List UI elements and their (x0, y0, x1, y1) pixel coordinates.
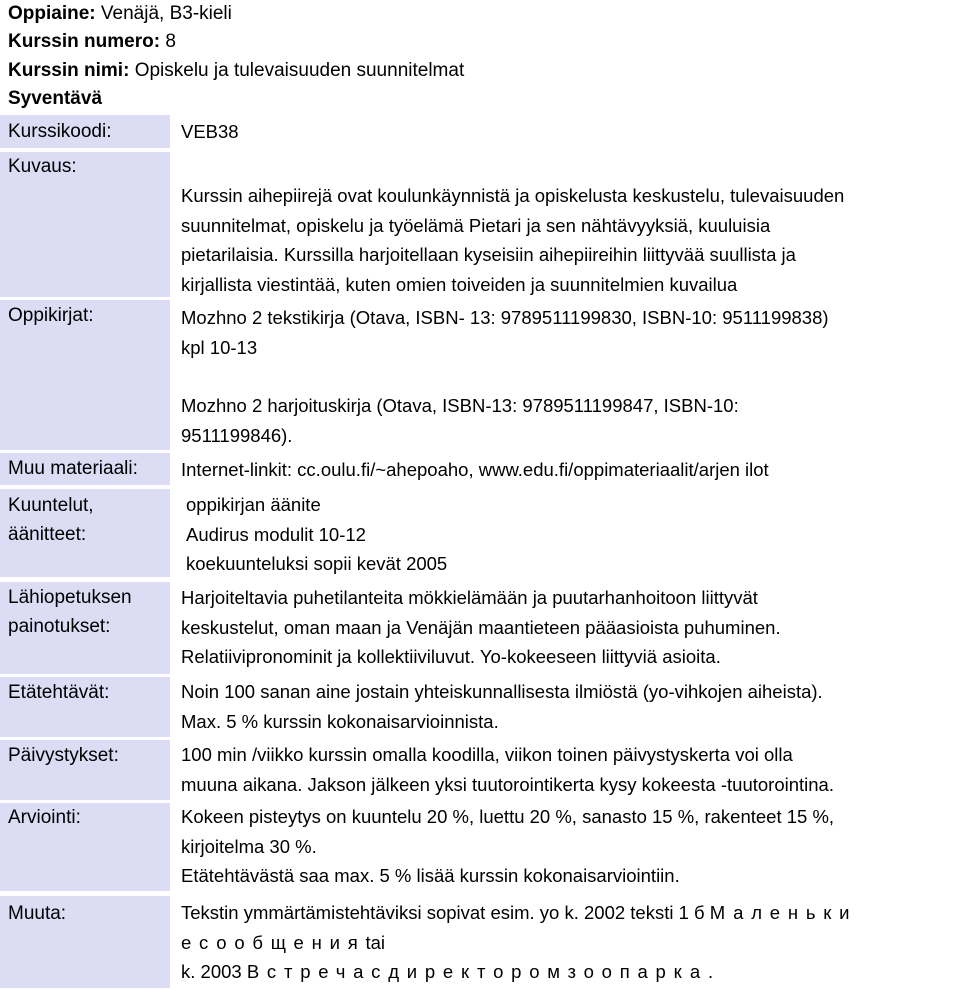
description-label: Kuvaus: (0, 152, 170, 297)
description-line: Kurssin aihepiirejä ovat koulunkäynnistä ja opiskelusta keskustelu, tulevaisuuden (181, 185, 845, 206)
duty-label: Päivystykset: (0, 740, 170, 800)
other-label: Muuta: (0, 896, 170, 988)
remote-label: Etätehtävät: (0, 677, 170, 737)
level-label: Syventävä (8, 88, 103, 109)
assessment-line: Kokeen pisteytys on kuuntelu 20 %, luettu 20 %, sanasto 15 %, rakenteet 15 %, (181, 806, 835, 827)
description-line: pietarilaisia. Kurssilla harjoitellaan kyseisiin aihepiireihin liittyvää suullista ja (181, 244, 796, 265)
assessment-line: kirjoitelma 30 %. (181, 835, 317, 857)
other-value (181, 898, 857, 987)
listening-value (186, 490, 447, 579)
course-number-line (8, 28, 176, 56)
listening-line: oppikirjan äänite (186, 494, 321, 515)
focus-label-line: painotukset: (8, 616, 111, 637)
description-line: suunnitelmat, opiskelu ja työelämä Pietari ja sen nähtävyyksiä, kuuluisia (181, 214, 771, 236)
books-label: Oppikirjat: (0, 300, 170, 450)
books-line: 9511199846). (181, 424, 293, 446)
other-line1-russian: Маленьки (709, 902, 858, 923)
subject-label: Oppiaine: (8, 3, 96, 24)
code-value (181, 117, 239, 147)
focus-label-line: Lähiopetuksen (8, 587, 132, 608)
other-line1-text: Tekstin ymmärtämistehtäviksi sopivat esim. yo k. 2002 teksti 1 б (181, 902, 705, 923)
listening-line: Audirus modulit 10-12 (186, 523, 366, 545)
course-name-label: Kurssin nimi: (8, 60, 130, 81)
other-line3-russian: Встречасдиректоромзоопарка. (246, 961, 721, 982)
focus-label (0, 582, 170, 674)
remote-value (181, 677, 823, 736)
other-line (181, 898, 857, 928)
focus-value (181, 583, 781, 672)
focus-line: keskustelut, oman maan ja Venäjän maantieteen pääasioista puhuminen. (181, 616, 781, 638)
other-line2-russian: есообщения (181, 931, 366, 953)
remote-line: Noin 100 sanan aine jostain yhteiskunnallisesta ilmiöstä (yo-vihkojen aiheista). (181, 681, 823, 702)
listening-label-line: Kuuntelut, (8, 495, 94, 516)
books-value (181, 303, 829, 362)
duty-value (181, 740, 834, 799)
duty-line: muuna aikana. Jakson jälkeen yksi tuutorointikerta kysy kokeesta -tuutorointina. (181, 773, 834, 795)
description-line: kirjallista viestintää, kuten omien toiveiden ja suunnitelmien kuvailua (181, 273, 738, 295)
other-line2-text: tai (365, 931, 386, 953)
books-line: kpl 10-13 (181, 336, 258, 358)
other-line3-text: k. 2003 (181, 961, 242, 982)
focus-line: Relatiivipronominit ja kollektiiviluvut. Yo-kokeeseen liittyviä asioita. (181, 646, 721, 667)
other-line (181, 928, 857, 958)
focus-line: Harjoiteltavia puhetilanteita mökkielämään ja puutarhanhoitoon liittyvät (181, 587, 758, 608)
other-material-value (181, 455, 769, 485)
code-line: VEB38 (181, 121, 239, 142)
other-material-label: Muu materiaali: (0, 453, 170, 485)
course-number-label: Kurssin numero: (8, 31, 161, 52)
description-value (181, 181, 844, 299)
listening-label-line: äänitteet: (8, 524, 87, 545)
duty-line: 100 min /viikko kurssin omalla koodilla, viikon toinen päivystyskerta voi olla (181, 744, 793, 765)
level-line (8, 85, 102, 113)
listening-label (0, 489, 170, 577)
course-number-value: 8 (165, 31, 176, 52)
course-name-value: Opiskelu ja tulevaisuuden suunnitelmat (134, 60, 465, 81)
subject-value: Venäjä, B3-kieli (100, 3, 232, 24)
assessment-line: Etätehtävästä saa max. 5 % lisää kurssin kokonaisarviointiin. (181, 865, 680, 886)
books-value-2 (181, 391, 739, 450)
code-label: Kurssikoodi: (0, 115, 170, 148)
listening-line: koekuunteluksi sopii kevät 2005 (186, 553, 448, 574)
assessment-label: Arviointi: (0, 803, 170, 891)
remote-line: Max. 5 % kurssin kokonaisarvioinnista. (181, 710, 499, 732)
assessment-value (181, 802, 834, 891)
books-line: Mozhno 2 harjoituskirja (Otava, ISBN-13: 9789511199847, ISBN-10: (181, 395, 739, 416)
subject-line (8, 0, 232, 28)
other-line (181, 957, 857, 987)
books-line: Mozhno 2 tekstikirja (Otava, ISBN- 13: 9789511199830, ISBN-10: 9511199838) (181, 307, 829, 328)
course-name-line (8, 57, 464, 85)
other-material-line: Internet-linkit: cc.oulu.fi/~ahepoaho, www.edu.fi/oppimateriaalit/arjen ilot (181, 459, 769, 480)
